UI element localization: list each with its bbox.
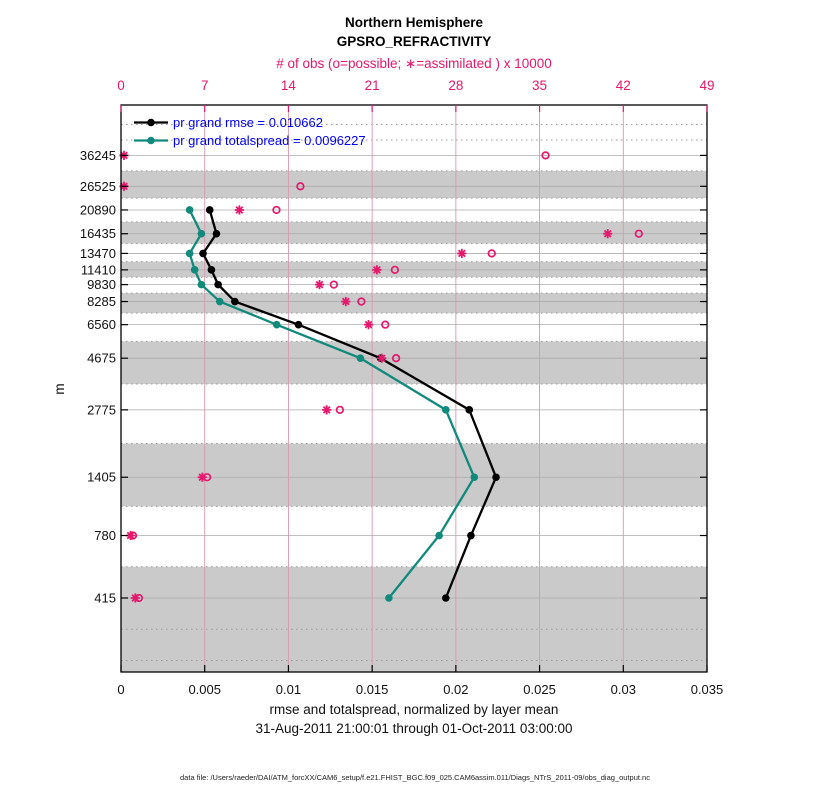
gray-band	[121, 567, 707, 672]
totalspread-point	[357, 354, 365, 362]
rmse-point	[295, 321, 303, 329]
chart-title: Northern Hemisphere	[344, 15, 484, 30]
rmse-point	[442, 594, 450, 602]
y-tick-label: 9830	[87, 277, 116, 293]
rmse-point	[213, 230, 221, 238]
totalspread-point	[191, 266, 199, 274]
x-tick-label: 0.03	[610, 682, 636, 697]
totalspread-point	[470, 473, 478, 481]
y-tick-label: 20890	[79, 202, 116, 218]
legend-totalspread-label: pr grand totalspread = 0.0096227	[173, 133, 366, 148]
y-tick-label: 4675	[87, 350, 116, 366]
legend-sample-point	[147, 119, 155, 127]
top-tick-label: 49	[699, 78, 715, 93]
totalspread-point	[273, 321, 281, 329]
x-tick-label: 0.025	[523, 682, 556, 697]
legend-rmse-label: pr grand rmse = 0.010662	[173, 115, 323, 130]
x-axis-sublabel: 31-Aug-2011 21:00:01 through 01-Oct-2011 03:00:00	[255, 721, 573, 736]
totalspread-point	[186, 250, 194, 258]
top-tick-label: 35	[532, 78, 548, 93]
totalspread-point	[442, 406, 450, 414]
y-tick-label: 2775	[87, 402, 116, 418]
top-tick-label: 21	[364, 78, 380, 93]
totalspread-point	[198, 281, 206, 289]
y-tick-label: 415	[94, 590, 116, 606]
legend-sample-point	[147, 137, 155, 145]
gray-band	[121, 222, 707, 244]
footer-datafile: data file: /Users/raeder/DAI/ATM_forcXX/CAM6_setup/f.e21.FHIST_BGC.f09_025.CAM6assim.011/Diags_NTrS_2011-09/obs_diag_output.nc	[180, 773, 650, 782]
x-tick-label: 0.015	[355, 682, 389, 697]
top-tick-label: 28	[448, 78, 464, 93]
rmse-point	[231, 298, 239, 306]
rmse-point	[208, 266, 216, 274]
rmse-point	[214, 281, 222, 289]
totalspread-point	[186, 206, 194, 214]
y-tick-label: 6560	[87, 317, 116, 333]
y-tick-label: 36245	[79, 147, 116, 163]
gray-band	[121, 293, 707, 313]
top-tick-label: 42	[615, 78, 631, 93]
rmse-point	[206, 206, 214, 214]
totalspread-point	[385, 594, 393, 602]
chart-subtitle: GPSRO_REFRACTIVITY	[336, 34, 492, 49]
x-tick-label: 0.02	[443, 682, 469, 697]
x-tick-label: 0.035	[690, 682, 724, 697]
y-tick-label: 26525	[79, 178, 116, 194]
legend-line-samples	[134, 119, 168, 145]
y-tick-label: 16435	[79, 226, 116, 242]
y-tick-label: 1405	[87, 469, 116, 485]
rmse-point	[199, 250, 207, 258]
top-tick-label: 0	[117, 78, 125, 93]
rmse-point	[465, 406, 473, 414]
totalspread-point	[435, 532, 443, 540]
top-tick-label: 14	[280, 78, 296, 93]
rmse-point	[492, 473, 500, 481]
x-tick-label: 0.01	[275, 682, 302, 697]
totalspread-point	[198, 230, 206, 238]
y-tick-label: 8285	[87, 294, 116, 310]
top-tick-label: 7	[200, 78, 209, 93]
top-axis-label: # of obs (o=possible; ∗=assimilated ) x 10000	[276, 56, 552, 71]
y-tick-label: 11410	[80, 262, 116, 278]
x-tick-label: 0	[117, 682, 125, 697]
y-tick-label: 13470	[79, 245, 116, 261]
x-axis-label: rmse and totalspread, normalized by layer mean	[269, 702, 559, 717]
y-axis-label: m	[52, 383, 67, 395]
y-tick-label: 780	[94, 528, 116, 544]
totalspread-point	[216, 298, 224, 306]
gray-band	[121, 171, 707, 198]
x-tick-label: 0.005	[188, 682, 221, 697]
rmse-point	[467, 532, 475, 540]
